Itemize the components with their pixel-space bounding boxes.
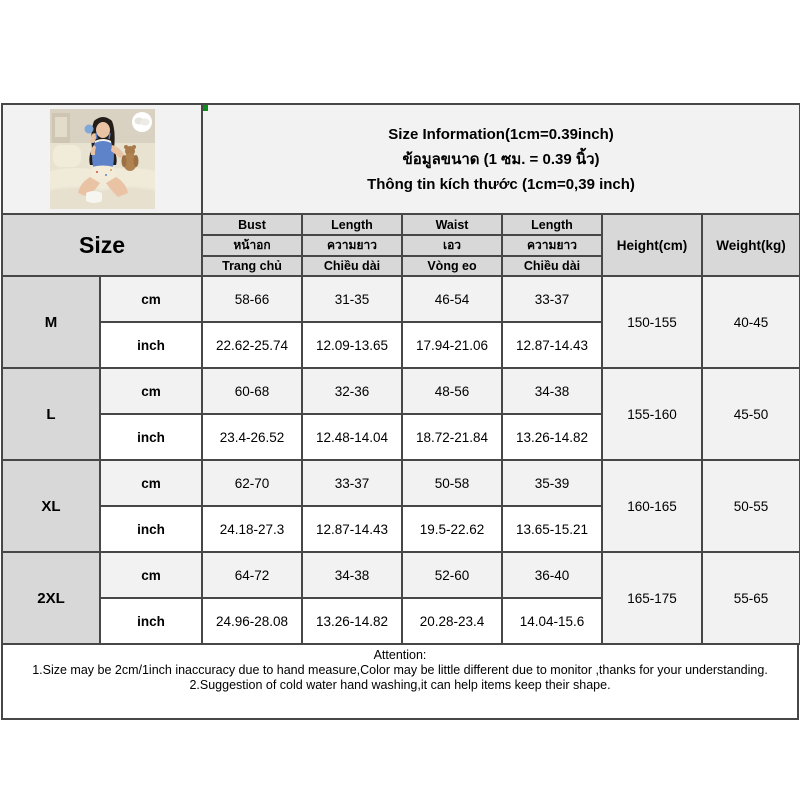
col-header-waist-th: เอว xyxy=(402,235,502,256)
size-info-title-en: Size Information(1cm=0.39inch) xyxy=(388,125,614,143)
size-label-m: M xyxy=(2,276,100,368)
l-height: 155-160 xyxy=(602,368,702,460)
xl-waist-cm: 50-58 xyxy=(402,460,502,506)
photo-info-row xyxy=(2,104,800,214)
attention-line-2: 2.Suggestion of cold water hand washing,it can help items keep their shape. xyxy=(189,677,611,692)
attention-line-1: 1.Size may be 2cm/1inch inaccuracy due to hand measure,Color may be little different due to monitor ,thanks for your understanding. xyxy=(32,663,768,677)
col-header-bust-th: หน้าอก xyxy=(202,235,302,256)
l-waist-cm: 48-56 xyxy=(402,368,502,414)
col-header-length2-vi: Chiều dài xyxy=(502,256,602,276)
unit-label-inch: inch xyxy=(100,506,202,552)
product-photo-cell xyxy=(2,104,202,214)
unit-label-inch: inch xyxy=(100,322,202,368)
size-info-title-vi: Thông tin kích thước (1cm=0,39 inch) xyxy=(367,175,635,193)
l-bust-inch: 23.4-26.52 xyxy=(202,414,302,460)
size-header-cell: Size xyxy=(2,214,202,276)
col-header-weight: Weight(kg) xyxy=(702,214,800,276)
size-label-l: L xyxy=(2,368,100,460)
2xl-bust-inch: 24.96-28.08 xyxy=(202,598,302,644)
row-2xl-cm xyxy=(2,552,800,598)
unit-label-cm: cm xyxy=(100,460,202,506)
row-l-cm xyxy=(2,368,800,414)
col-header-length1-en: Length xyxy=(302,214,402,235)
m-bust-cm: 58-66 xyxy=(202,276,302,322)
m-length2-inch: 12.87-14.43 xyxy=(502,322,602,368)
l-length1-cm: 32-36 xyxy=(302,368,402,414)
2xl-length2-inch: 14.04-15.6 xyxy=(502,598,602,644)
col-header-bust-vi: Trang chủ xyxy=(202,256,302,276)
size-info-title-th: ข้อมูลขนาด (1 ซม. = 0.39 นิ้ว) xyxy=(402,150,600,168)
row-m-cm xyxy=(2,276,800,322)
l-length2-cm: 34-38 xyxy=(502,368,602,414)
xl-weight: 50-55 xyxy=(702,460,800,552)
size-label-2xl: 2XL xyxy=(2,552,100,644)
2xl-waist-inch: 20.28-23.4 xyxy=(402,598,502,644)
xl-length2-inch: 13.65-15.21 xyxy=(502,506,602,552)
2xl-height: 165-175 xyxy=(602,552,702,644)
product-photo xyxy=(50,109,155,209)
l-length2-inch: 13.26-14.82 xyxy=(502,414,602,460)
m-height: 150-155 xyxy=(602,276,702,368)
2xl-length1-cm: 34-38 xyxy=(302,552,402,598)
2xl-length1-inch: 13.26-14.82 xyxy=(302,598,402,644)
row-xl-cm xyxy=(2,460,800,506)
xl-length2-cm: 35-39 xyxy=(502,460,602,506)
xl-waist-inch: 19.5-22.62 xyxy=(402,506,502,552)
attention-note xyxy=(1,643,799,720)
2xl-bust-cm: 64-72 xyxy=(202,552,302,598)
2xl-weight: 55-65 xyxy=(702,552,800,644)
header-row-en xyxy=(2,214,800,235)
col-header-length1-vi: Chiều dài xyxy=(302,256,402,276)
m-length1-cm: 31-35 xyxy=(302,276,402,322)
xl-height: 160-165 xyxy=(602,460,702,552)
l-length1-inch: 12.48-14.04 xyxy=(302,414,402,460)
m-bust-inch: 22.62-25.74 xyxy=(202,322,302,368)
unit-label-cm: cm xyxy=(100,368,202,414)
col-header-length2-en: Length xyxy=(502,214,602,235)
m-waist-cm: 46-54 xyxy=(402,276,502,322)
l-waist-inch: 18.72-21.84 xyxy=(402,414,502,460)
green-corner-marker xyxy=(202,104,208,111)
unit-label-cm: cm xyxy=(100,552,202,598)
m-length2-cm: 33-37 xyxy=(502,276,602,322)
xl-bust-inch: 24.18-27.3 xyxy=(202,506,302,552)
xl-length1-cm: 33-37 xyxy=(302,460,402,506)
col-header-bust-en: Bust xyxy=(202,214,302,235)
col-header-length2-th: ความยาว xyxy=(502,235,602,256)
col-header-waist-en: Waist xyxy=(402,214,502,235)
l-bust-cm: 60-68 xyxy=(202,368,302,414)
unit-label-inch: inch xyxy=(100,414,202,460)
m-length1-inch: 12.09-13.65 xyxy=(302,322,402,368)
size-table xyxy=(1,103,800,645)
unit-label-inch: inch xyxy=(100,598,202,644)
2xl-length2-cm: 36-40 xyxy=(502,552,602,598)
col-header-height: Height(cm) xyxy=(602,214,702,276)
size-information-cell xyxy=(202,104,800,214)
col-header-waist-vi: Vòng eo xyxy=(402,256,502,276)
m-waist-inch: 17.94-21.06 xyxy=(402,322,502,368)
m-weight: 40-45 xyxy=(702,276,800,368)
size-label-xl: XL xyxy=(2,460,100,552)
attention-title: Attention: xyxy=(373,648,427,662)
xl-length1-inch: 12.87-14.43 xyxy=(302,506,402,552)
2xl-waist-cm: 52-60 xyxy=(402,552,502,598)
l-weight: 45-50 xyxy=(702,368,800,460)
unit-label-cm: cm xyxy=(100,276,202,322)
col-header-length1-th: ความยาว xyxy=(302,235,402,256)
xl-bust-cm: 62-70 xyxy=(202,460,302,506)
